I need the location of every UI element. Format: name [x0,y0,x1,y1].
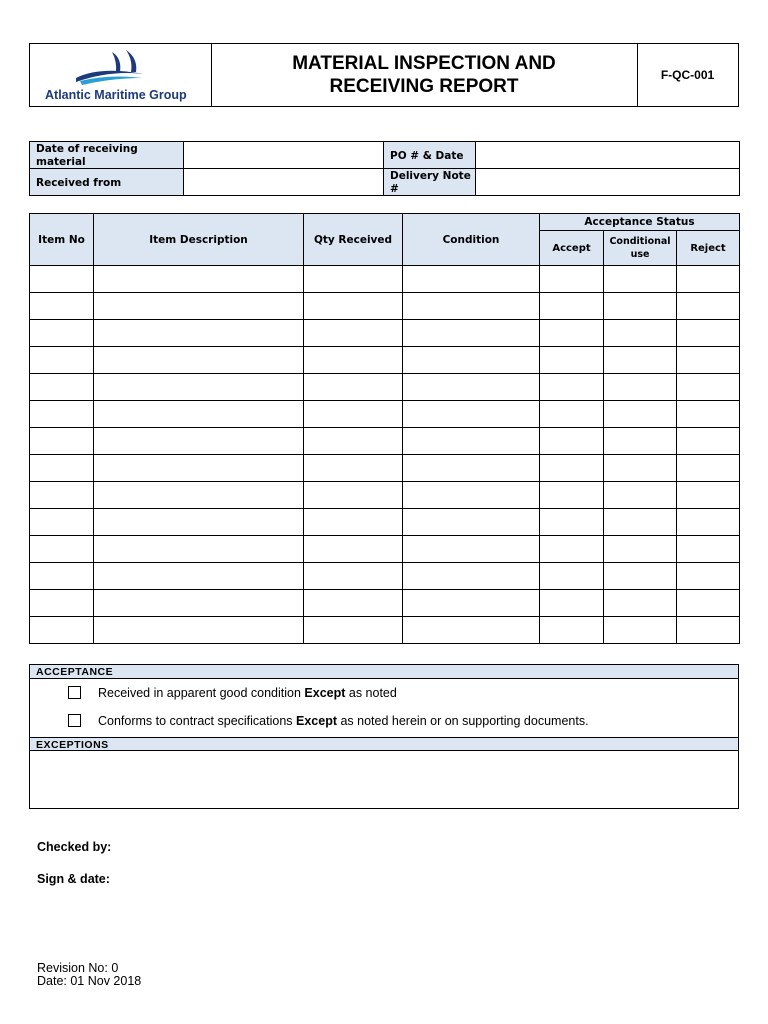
sign-date-label: Sign & date: [37,872,110,886]
qty-cell[interactable] [304,509,403,536]
description-cell[interactable] [94,563,304,590]
condition-cell[interactable] [403,428,540,455]
acceptance-heading: ACCEPTANCE [30,665,738,679]
reject-cell[interactable] [677,428,740,455]
items-table [29,213,740,644]
description-cell[interactable] [94,293,304,320]
item-no-cell[interactable] [30,455,94,482]
form-header [29,43,739,107]
item-rows [30,266,740,644]
received-from-field[interactable] [184,169,384,196]
conditional-cell[interactable] [604,428,677,455]
qty-cell[interactable] [304,455,403,482]
footer [37,962,141,988]
condition-cell[interactable] [403,347,540,374]
revision-no: Revision No: 0 [37,961,119,975]
conforms-spec-text: Conforms to contract specifications Except as noted herein or on supporting documents. [98,714,589,728]
conditional-cell[interactable] [604,509,677,536]
conditional-cell[interactable] [604,590,677,617]
condition-cell[interactable] [403,617,540,644]
item-no-cell[interactable] [30,428,94,455]
receiving-info-table [29,141,740,196]
reject-cell[interactable] [677,455,740,482]
report-title [211,44,638,106]
conditional-cell[interactable] [604,347,677,374]
qty-cell[interactable] [304,401,403,428]
accept-cell[interactable] [540,374,604,401]
col-reject: Reject [677,231,740,266]
qty-cell[interactable] [304,617,403,644]
conforms-spec-checkbox[interactable] [68,714,81,727]
description-cell[interactable] [94,266,304,293]
good-condition-checkbox[interactable] [68,686,81,699]
reject-cell[interactable] [677,266,740,293]
condition-cell[interactable] [403,401,540,428]
delivery-note-label: Delivery Note # [384,169,476,196]
accept-cell[interactable] [540,455,604,482]
conditional-cell[interactable] [604,320,677,347]
table-row [30,536,740,563]
description-cell[interactable] [94,455,304,482]
description-cell[interactable] [94,320,304,347]
item-no-cell[interactable] [30,482,94,509]
conditional-cell[interactable] [604,374,677,401]
item-no-cell[interactable] [30,347,94,374]
table-row [30,590,740,617]
date-received-label: Date of receiving material [30,142,184,169]
item-no-cell[interactable] [30,374,94,401]
qty-cell[interactable] [304,428,403,455]
delivery-note-field[interactable] [476,169,740,196]
item-no-cell[interactable] [30,293,94,320]
description-cell[interactable] [94,536,304,563]
table-row [30,293,740,320]
po-date-label: PO # & Date [384,142,476,169]
table-row [30,266,740,293]
condition-cell[interactable] [403,590,540,617]
accept-cell[interactable] [540,266,604,293]
conditional-cell[interactable] [604,482,677,509]
qty-cell[interactable] [304,347,403,374]
item-no-cell[interactable] [30,401,94,428]
exceptions-heading: EXCEPTIONS [30,737,738,751]
checked-by-label: Checked by: [37,840,112,854]
item-no-cell[interactable] [30,563,94,590]
accept-cell[interactable] [540,563,604,590]
accept-cell[interactable] [540,347,604,374]
conditional-cell[interactable] [604,563,677,590]
revision-date: Date: 01 Nov 2018 [37,974,142,988]
description-cell[interactable] [94,617,304,644]
reject-cell[interactable] [677,320,740,347]
qty-cell[interactable] [304,482,403,509]
conditional-cell[interactable] [604,293,677,320]
item-no-cell[interactable] [30,590,94,617]
description-cell[interactable] [94,428,304,455]
ship-logo-icon [70,48,150,88]
table-row [30,320,740,347]
accept-cell[interactable] [540,617,604,644]
description-cell[interactable] [94,482,304,509]
form-code: F-QC-001 [660,68,715,82]
title-line-2: RECEIVING REPORT [329,76,519,97]
reject-cell[interactable] [677,374,740,401]
exceptions-field[interactable] [30,753,738,808]
description-cell[interactable] [94,401,304,428]
good-condition-text: Received in apparent good condition Except as noted [98,686,397,700]
accept-cell[interactable] [540,590,604,617]
received-from-label: Received from [30,169,184,196]
item-no-cell[interactable] [30,617,94,644]
reject-cell[interactable] [677,509,740,536]
qty-cell[interactable] [304,266,403,293]
condition-cell[interactable] [403,293,540,320]
table-row [30,347,740,374]
condition-cell[interactable] [403,509,540,536]
item-no-cell[interactable] [30,509,94,536]
reject-cell[interactable] [677,536,740,563]
reject-cell[interactable] [677,347,740,374]
qty-cell[interactable] [304,293,403,320]
col-condition: Condition [403,214,540,266]
acceptance-section [29,664,739,809]
col-item-no: Item No [30,214,94,266]
table-row [30,401,740,428]
accept-cell[interactable] [540,509,604,536]
logo-cell [30,44,212,106]
col-description: Item Description [94,214,304,266]
condition-cell[interactable] [403,266,540,293]
description-cell[interactable] [94,509,304,536]
accept-cell[interactable] [540,428,604,455]
conditional-cell[interactable] [604,266,677,293]
condition-cell[interactable] [403,482,540,509]
conditional-cell[interactable] [604,617,677,644]
accept-cell[interactable] [540,401,604,428]
col-conditional: Conditional use [604,231,677,266]
reject-cell[interactable] [677,590,740,617]
po-date-field[interactable] [476,142,740,169]
qty-cell[interactable] [304,536,403,563]
table-row [30,374,740,401]
accept-cell[interactable] [540,293,604,320]
condition-cell[interactable] [403,320,540,347]
qty-cell[interactable] [304,374,403,401]
table-row [30,563,740,590]
item-no-cell[interactable] [30,536,94,563]
reject-cell[interactable] [677,401,740,428]
item-no-cell[interactable] [30,320,94,347]
condition-cell[interactable] [403,374,540,401]
table-row [30,482,740,509]
qty-cell[interactable] [304,563,403,590]
table-row [30,509,740,536]
description-cell[interactable] [94,347,304,374]
description-cell[interactable] [94,590,304,617]
conditional-cell[interactable] [604,401,677,428]
reject-cell[interactable] [677,293,740,320]
qty-cell[interactable] [304,320,403,347]
condition-cell[interactable] [403,455,540,482]
title-line-1: MATERIAL INSPECTION AND [292,53,556,74]
date-received-field[interactable] [184,142,384,169]
reject-cell[interactable] [677,482,740,509]
description-cell[interactable] [94,374,304,401]
accept-cell[interactable] [540,320,604,347]
reject-cell[interactable] [677,617,740,644]
table-row [30,455,740,482]
conditional-cell[interactable] [604,536,677,563]
table-row [30,617,740,644]
col-qty: Qty Received [304,214,403,266]
col-accept: Accept [540,231,604,266]
table-row [30,428,740,455]
item-no-cell[interactable] [30,266,94,293]
col-acceptance-status: Acceptance Status [540,214,740,231]
accept-cell[interactable] [540,536,604,563]
accept-cell[interactable] [540,482,604,509]
qty-cell[interactable] [304,590,403,617]
condition-cell[interactable] [403,536,540,563]
condition-cell[interactable] [403,563,540,590]
conditional-cell[interactable] [604,455,677,482]
company-name: Atlantic Maritime Group [45,88,187,102]
reject-cell[interactable] [677,563,740,590]
